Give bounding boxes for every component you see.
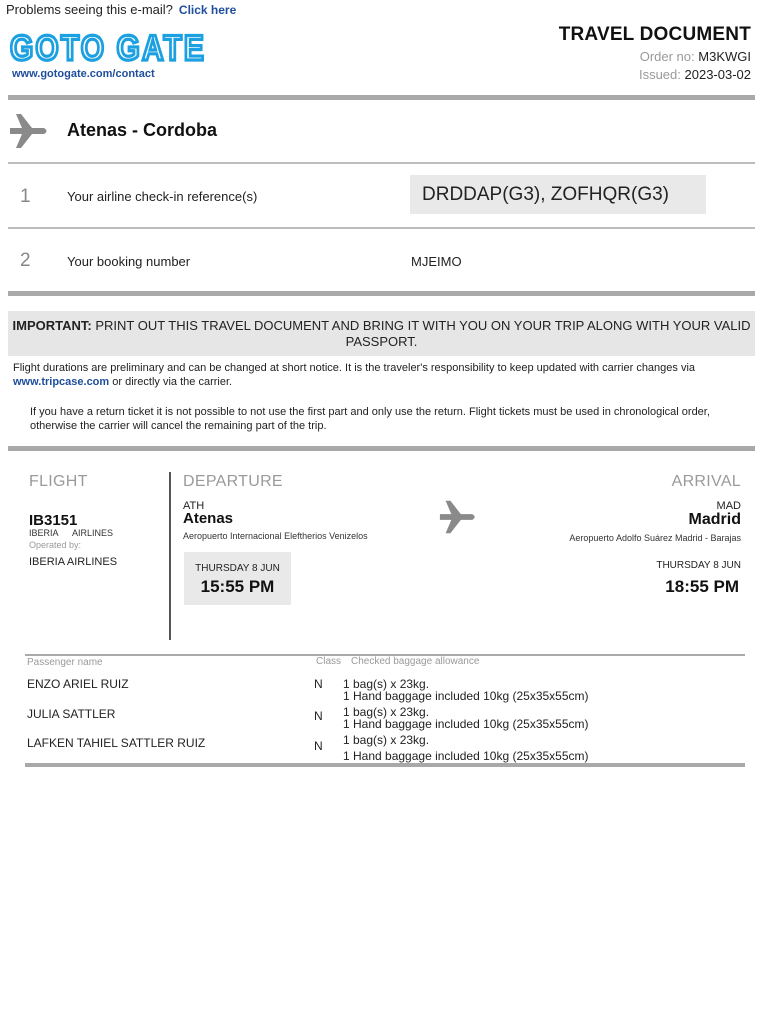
operator-name: IBERIA AIRLINES — [29, 556, 118, 568]
departure-time-box — [184, 552, 291, 605]
issued-date — [559, 67, 751, 82]
important-label: IMPORTANT: — [12, 318, 92, 333]
divider — [25, 763, 745, 767]
arrival-code: MAD — [716, 500, 741, 512]
gotogate-logo[interactable] — [10, 28, 210, 66]
passenger-class: N — [314, 739, 323, 753]
arrival-airport: Aeropuerto Adolfo Suárez Madrid - Barajas — [569, 533, 741, 543]
passenger-name: LAFKEN TAHIEL SATTLER RUIZ — [27, 736, 206, 750]
order-label: Order no: — [639, 49, 695, 64]
flight-heading: FLIGHT — [29, 473, 88, 490]
arrival-time: 18:55 PM — [665, 577, 739, 596]
departure-city: Atenas — [183, 510, 234, 527]
passenger-class: N — [314, 709, 323, 723]
booking-number-label: Your booking number — [67, 254, 191, 269]
important-text: PRINT OUT THIS TRAVEL DOCUMENT AND BRING IT WITH YOU ON YOUR TRIP ALONG WITH YOUR VALID PASSPORT. — [95, 318, 751, 349]
checked-bag: 1 bag(s) x 23kg. — [343, 677, 430, 691]
duration-note — [13, 361, 753, 389]
hand-baggage: 1 Hand baggage included 10kg (25x35x55cm) — [343, 689, 589, 703]
checkin-reference-value: DRDDAP(G3), ZOFHQR(G3) — [410, 175, 706, 214]
hand-baggage: 1 Hand baggage included 10kg (25x35x55cm) — [343, 749, 589, 763]
order-value: M3KWGI — [698, 49, 751, 64]
baggage-header: Checked baggage allowance — [351, 656, 480, 667]
duration-note-text: Flight durations are preliminary and can be changed at short notice. It is the traveler's responsibility to keep updated with carrier changes via — [13, 362, 696, 374]
airline-name: IBERIA AIRLINES — [29, 528, 114, 538]
tripcase-link[interactable]: www.tripcase.com — [13, 376, 110, 388]
baggage-allowance — [343, 678, 589, 702]
passenger-name-header: Passenger name — [27, 657, 103, 668]
passenger-class: N — [314, 677, 323, 691]
departure-airport: Aeropuerto Internacional Eleftherios Venizelos — [183, 531, 368, 541]
passenger-name: JULIA SATTLER — [27, 707, 116, 721]
arrival-heading: ARRIVAL — [671, 473, 741, 490]
checked-bag: 1 bag(s) x 23kg. — [343, 705, 430, 719]
baggage-allowance — [343, 732, 589, 764]
checkin-reference-label: Your airline check-in reference(s) — [67, 189, 258, 204]
return-ticket-note: If you have a return ticket it is not possible to not use the first part and only use the return. Flight tickets must be used in chronological order, otherwise the carrier will cancel the remaining part of the trip. — [30, 406, 710, 432]
document-title: TRAVEL DOCUMENT — [558, 24, 751, 45]
departure-date: THURSDAY 8 JUN — [195, 563, 280, 574]
booking-number-value: MJEIMO — [411, 254, 462, 269]
click-here-link[interactable]: Click here — [178, 3, 237, 17]
step-number: 1 — [20, 186, 31, 207]
route-title: Atenas - Cordoba — [67, 120, 218, 140]
flight-number: IB3151 — [29, 512, 78, 529]
departure-heading: DEPARTURE — [183, 473, 283, 490]
airplane-icon — [8, 112, 50, 150]
departure-code: ATH — [183, 500, 205, 512]
hand-baggage: 1 Hand baggage included 10kg (25x35x55cm) — [343, 717, 589, 731]
document-header — [559, 24, 751, 82]
important-notice — [8, 311, 755, 356]
issued-label: Issued: — [638, 67, 681, 82]
section-divider — [169, 472, 171, 640]
baggage-allowance — [343, 706, 589, 730]
email-notice-text: Problems seeing this e-mail? — [6, 2, 173, 17]
arrival-date: THURSDAY 8 JUN — [656, 560, 741, 571]
duration-note-tail: or directly via the carrier. — [112, 376, 233, 388]
email-notice — [6, 2, 236, 17]
order-number — [559, 49, 751, 64]
issued-value: 2023-03-02 — [684, 67, 751, 82]
contact-link[interactable]: www.gotogate.com/contact — [12, 68, 155, 80]
divider — [8, 95, 755, 100]
divider — [8, 446, 755, 451]
step-number: 2 — [20, 250, 31, 271]
passenger-name: ENZO ARIEL RUIZ — [27, 677, 129, 691]
class-header: Class — [316, 656, 342, 667]
divider — [8, 227, 755, 229]
operated-by-label: Operated by: — [29, 540, 82, 550]
divider — [8, 162, 755, 164]
gotogate-logo-text: GOTO GATE — [10, 29, 206, 68]
arrival-city: Madrid — [688, 511, 741, 528]
checked-bag: 1 bag(s) x 23kg. — [343, 733, 430, 747]
airplane-icon — [438, 498, 478, 536]
divider — [8, 291, 755, 296]
departure-time: 15:55 PM — [200, 577, 275, 596]
